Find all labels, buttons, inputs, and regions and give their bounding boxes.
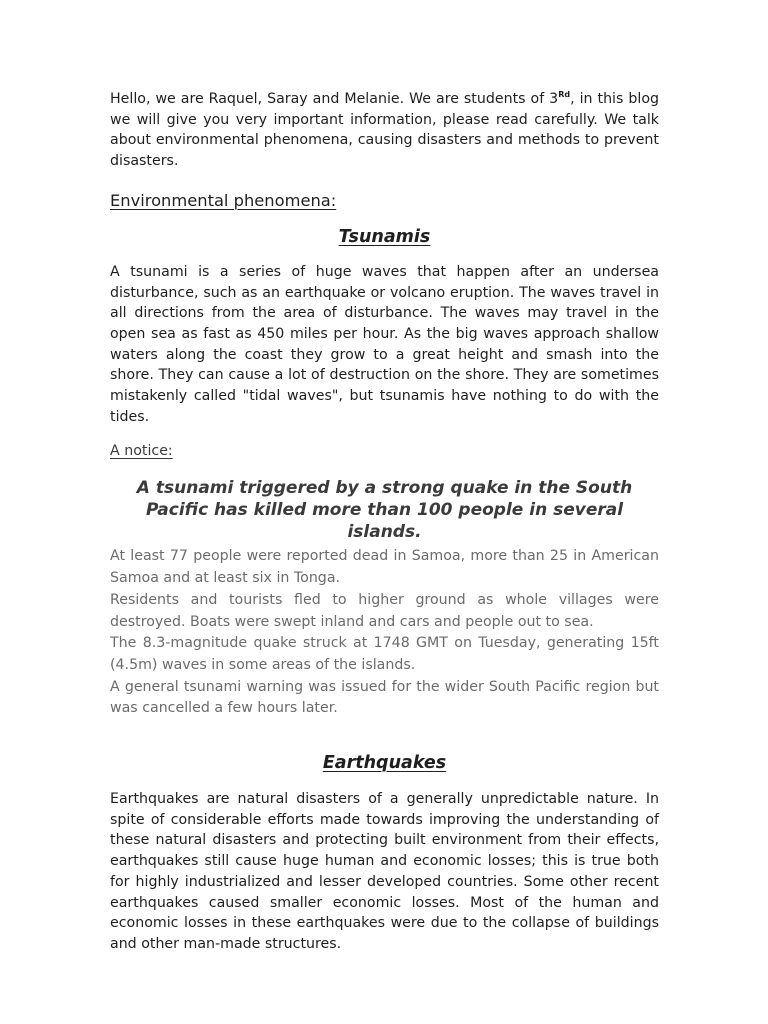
earthquakes-body: Earthquakes are natural disasters of a generally unpredictable nature. In spite of considerable efforts made towards improving the understanding of these natural disasters and protecting built environment from their effects, earthquakes still cause huge human and economic losses; this is true both for highly industrialized and lesser developed countries. Some other recent earthquakes caused smaller economic losses. Most of the human and economic losses in these earthquakes were due to the collapse of buildings and other man-made structures.: [110, 791, 659, 952]
notice-paragraph: At least 77 people were reported dead in Samoa, more than 25 in American Samoa and at least six in Tonga.: [110, 548, 659, 587]
notice-paragraph: The 8.3-magnitude quake struck at 1748 GMT on Tuesday, generating 15ft (4.5m) waves in some areas of the islands.: [110, 635, 659, 673]
intro-superscript: Rd: [558, 90, 571, 99]
section-heading: Environmental phenomena:: [110, 190, 337, 210]
intro-paragraph: [110, 89, 659, 172]
notice-article: [110, 546, 659, 720]
notice-label: A notice:: [110, 443, 173, 460]
intro-text-start: Hello, we are Raquel, Saray and Melanie. We are students of 3: [110, 91, 559, 107]
tsunamis-body: A tsunami is a series of huge waves that happen after an undersea disturbance, such as an earthquake or volcano eruption. The waves travel in all directions from the area of disturbance. The waves may travel in the open sea as fast as 450 miles per hour. As the big waves approach shallow waters along the coast they grow to a great height and smash into the shore. They can cause a lot of destruction on the shore. They are sometimes mistakenly called "tidal waves", but tsunamis have nothing to do with the tides.: [110, 263, 659, 425]
notice-headline: A tsunami triggered by a strong quake in the South Pacific has killed more than 100 people in several islands.: [136, 478, 633, 543]
intro-text-end: , in this blog we will give you very important information, please read carefully. We talk about environmental phenomena, causing disasters and methods to prevent disasters.: [110, 91, 660, 170]
earthquakes-title: Earthquakes: [322, 753, 447, 774]
notice-paragraph: Residents and tourists fled to higher ground as whole villages were destroyed. Boats were swept inland and cars and people out to sea.: [110, 591, 659, 630]
tsunamis-title: Tsunamis: [338, 226, 431, 247]
document-page: [110, 89, 659, 955]
notice-paragraph: A general tsunami warning was issued for the wider South Pacific region but was cancelled a few hours later.: [110, 678, 659, 717]
